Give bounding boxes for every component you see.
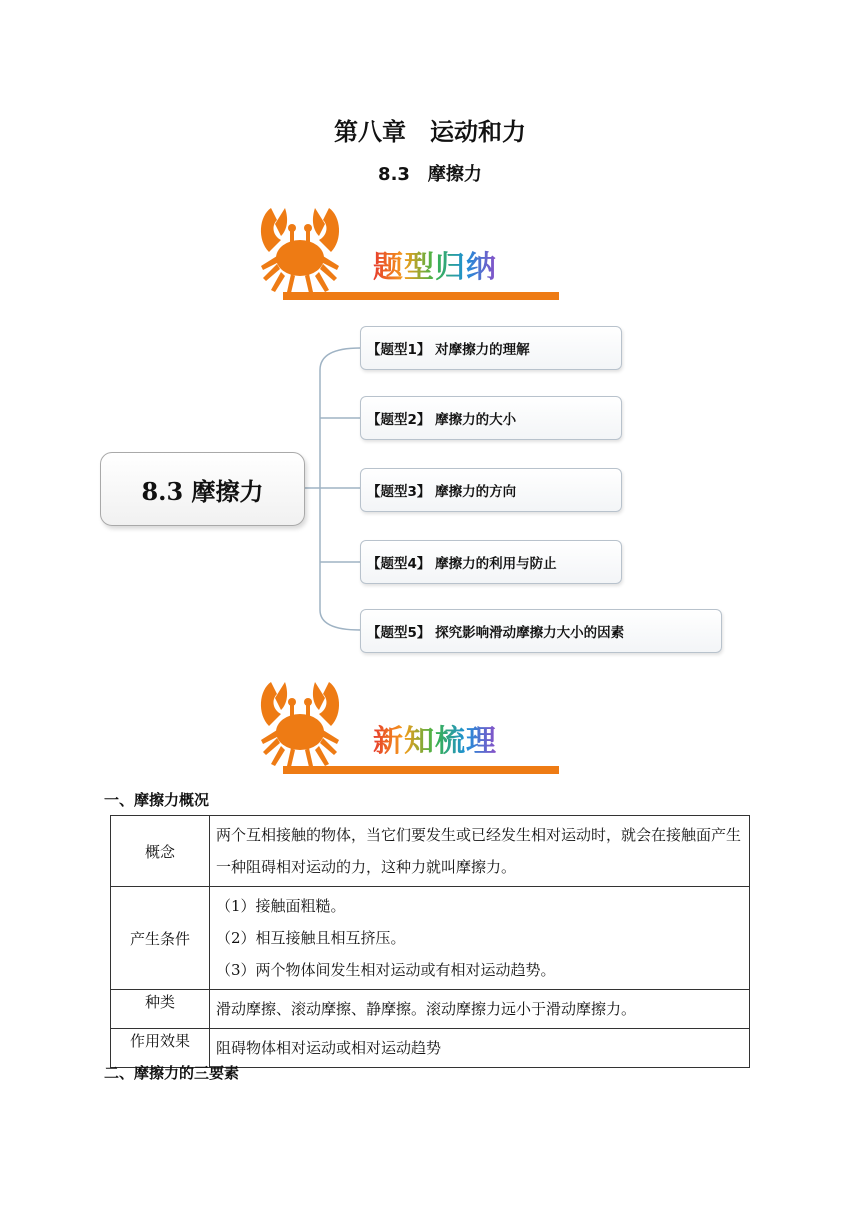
mindmap-root: 8.3 摩擦力 (100, 452, 305, 526)
banner-knowledge (255, 674, 560, 779)
condition-line: （3）两个物体间发生相对运动或有相对运动趋势。 (216, 961, 556, 979)
row-label: 种类 (111, 990, 210, 1029)
row-content (210, 887, 750, 990)
banner-title: 新知梳理 (373, 716, 497, 760)
mindmap-node-type2: 【题型2】 摩擦力的大小 (360, 396, 622, 440)
friction-overview-table (110, 815, 750, 1068)
banner-title: 题型归纳 (373, 242, 497, 286)
mindmap-node-type3: 【题型3】 摩擦力的方向 (360, 468, 622, 512)
table-row (111, 816, 750, 887)
chapter-title: 第八章 运动和力 (334, 118, 526, 146)
mindmap-node-type4: 【题型4】 摩擦力的利用与防止 (360, 540, 622, 584)
mindmap-node-type1: 【题型1】 对摩擦力的理解 (360, 326, 622, 370)
row-label: 概念 (111, 816, 210, 887)
section1-heading: 一、摩擦力概况 (104, 791, 210, 809)
row-label: 作用效果 (111, 1029, 210, 1068)
mindmap-node-type5: 【题型5】 探究影响滑动摩擦力大小的因素 (360, 609, 722, 653)
table-row (111, 990, 750, 1029)
section2-heading: 二、摩擦力的三要素 (104, 1064, 240, 1082)
row-content: 滑动摩擦、滚动摩擦、静摩擦。滚动摩擦力远小于滑动摩擦力。 (210, 990, 750, 1029)
condition-line: （1）接触面粗糙。 (216, 897, 346, 915)
condition-line: （2）相互接触且相互挤压。 (216, 929, 406, 947)
table-row (111, 887, 750, 990)
row-label: 产生条件 (111, 887, 210, 990)
section-title: 8.3 摩擦力 (378, 164, 482, 185)
row-content: 阻碍物体相对运动或相对运动趋势 (210, 1029, 750, 1068)
row-content: 两个互相接触的物体，当它们要发生或已经发生相对运动时，就会在接触面产生一种阻碍相对运动的力，这种力就叫摩擦力。 (210, 816, 750, 887)
banner-question-types (255, 200, 560, 305)
